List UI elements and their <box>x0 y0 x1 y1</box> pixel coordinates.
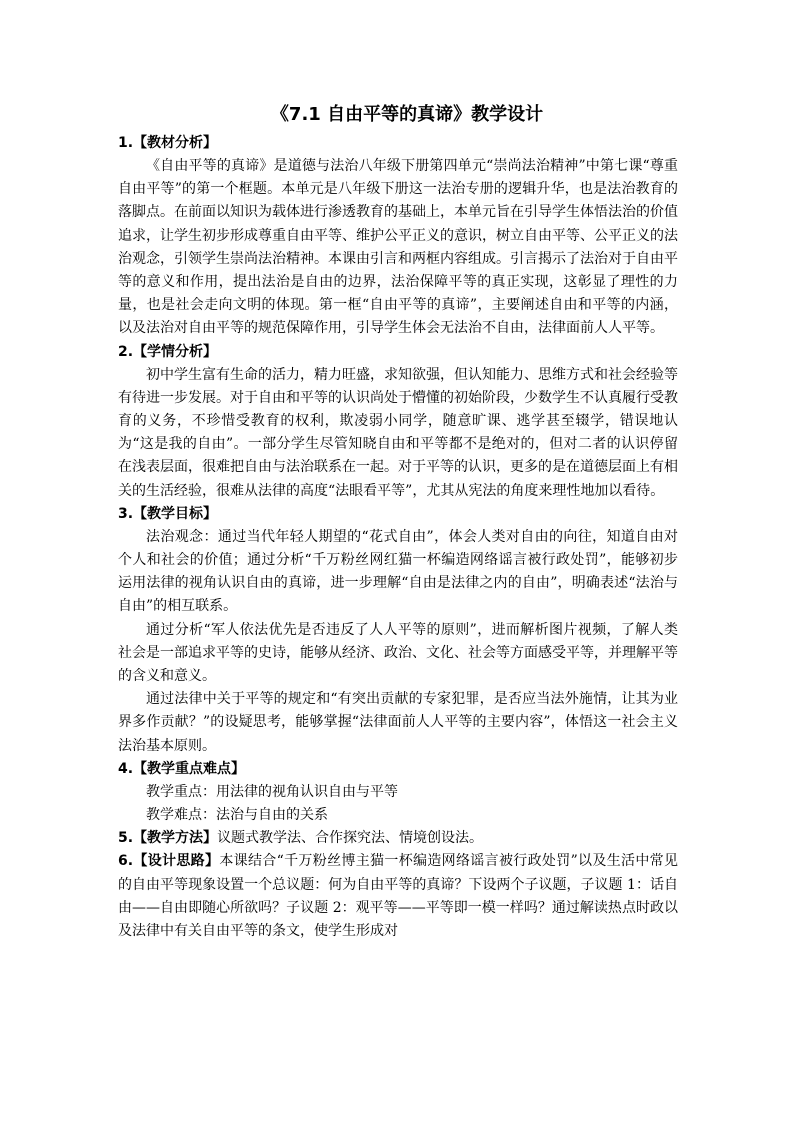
teaching-goals-paragraph-1: 法治观念：通过当代年轻人期望的“花式自由”，体会人类对自由的向往，知道自由对个人和社会的价值；通过分析“千万粉丝网红猫一杯编造网络谣言被行政处罚”，能够初步运用法律的视角认识自由的真谛，进一步理解“自由是法律之内的自由”，明确表述“法治与自由”的相互联系。 <box>118 528 678 615</box>
design-idea-text: 本课结合“千万粉丝博主猫一杯编造网络谣言被行政处罚”以及生活中常见的自由平等现象设置一个总议题：何为自由平等的真谛？下设两个子议题，子议题 1：话自由——自由即随心所欲吗？子议题 2：观平等——平等即一模一样吗？通过解读热点时政以及法律中有关自由平等的条文，使学生形成对 <box>118 853 678 940</box>
teaching-goals-paragraph-3: 通过法律中关于平等的规定和“有突出贡献的专家犯罪，是否应当法外施情，让其为业界多作贡献？”的设疑思考，能够掌握“法律面前人人平等的主要内容”，体悟这一社会主义法治基本原则。 <box>118 691 678 754</box>
student-analysis-paragraph: 初中学生富有生命的活力，精力旺盛，求知欲强，但认知能力、思维方式和社会经验等有待进一步发展。对于自由和平等的认识尚处于懵懂的初始阶段，少数学生不认真履行受教育的义务，不珍惜受教育的权利，欺凌弱小同学，随意旷课、逃学甚至辍学，错误地认为“这是我的自由”。一部分学生尽管知晓自由和平等都不是绝对的，但对二者的认识停留在浅表层面，很难把自由与法治联系在一起。对于平等的认识，更多的是在道德层面上有相关的生活经验，很难从法律的高度“法眼看平等”，尤其从宪法的角度来理性地加以看待。 <box>118 366 678 499</box>
document-page <box>118 100 678 943</box>
section-heading-teaching-methods: 5.【教学方法】 <box>118 830 218 847</box>
section-heading-teaching-goals: 3.【教学目标】 <box>118 505 218 522</box>
key-point-line: 教学重点：用法律的视角认识自由与平等 <box>146 783 398 800</box>
textbook-analysis-paragraph: 《自由平等的真谛》是道德与法治八年级下册第四单元“崇尚法治精神”中第七课“尊重自由平等”的第一个框题。本单元是八年级下册这一法治专册的逻辑升华，也是法治教育的落脚点。在前面以知识为载体进行渗透教育的基础上，本单元旨在引导学生体悟法治的价值追求，让学生初步形成尊重自由平等、维护公平正义的意识，树立自由平等、公平正义的法治观念，引领学生崇尚法治精神。本课由引言和两框内容组成。引言揭示了法治对于自由平等的意义和作用，提出法治是自由的边界，法治保障平等的真正实现，这彰显了理性的力量，也是社会走向文明的体现。第一框“自由平等的真谛”，主要阐述自由和平等的内涵，以及法治对自由平等的规范保障作用，引导学生体会无法治不自由，法律面前人人平等。 <box>118 158 678 337</box>
teaching-methods-text: 议题式教学法、合作探究法、情境创设法。 <box>217 830 484 847</box>
section-heading-design-idea: 6.【设计思路】 <box>118 853 220 870</box>
section-heading-student-analysis: 2.【学情分析】 <box>118 343 218 360</box>
document-title: 《7.1 自由平等的真谛》教学设计 <box>270 104 544 125</box>
difficult-point-line: 教学难点：法治与自由的关系 <box>146 807 328 824</box>
section-heading-textbook-analysis: 1.【教材分析】 <box>118 135 218 151</box>
section-heading-key-points: 4.【教学重点难点】 <box>118 760 246 777</box>
teaching-goals-paragraph-2: 通过分析“军人依法优先是否违反了人人平等的原则”，进而解析图片视频，了解人类社会是一部追求平等的史诗，能够从经济、政治、文化、社会等方面感受平等，并理解平等的含义和意义。 <box>118 621 678 685</box>
design-idea-paragraph <box>118 850 678 943</box>
teaching-methods-line <box>118 827 678 850</box>
